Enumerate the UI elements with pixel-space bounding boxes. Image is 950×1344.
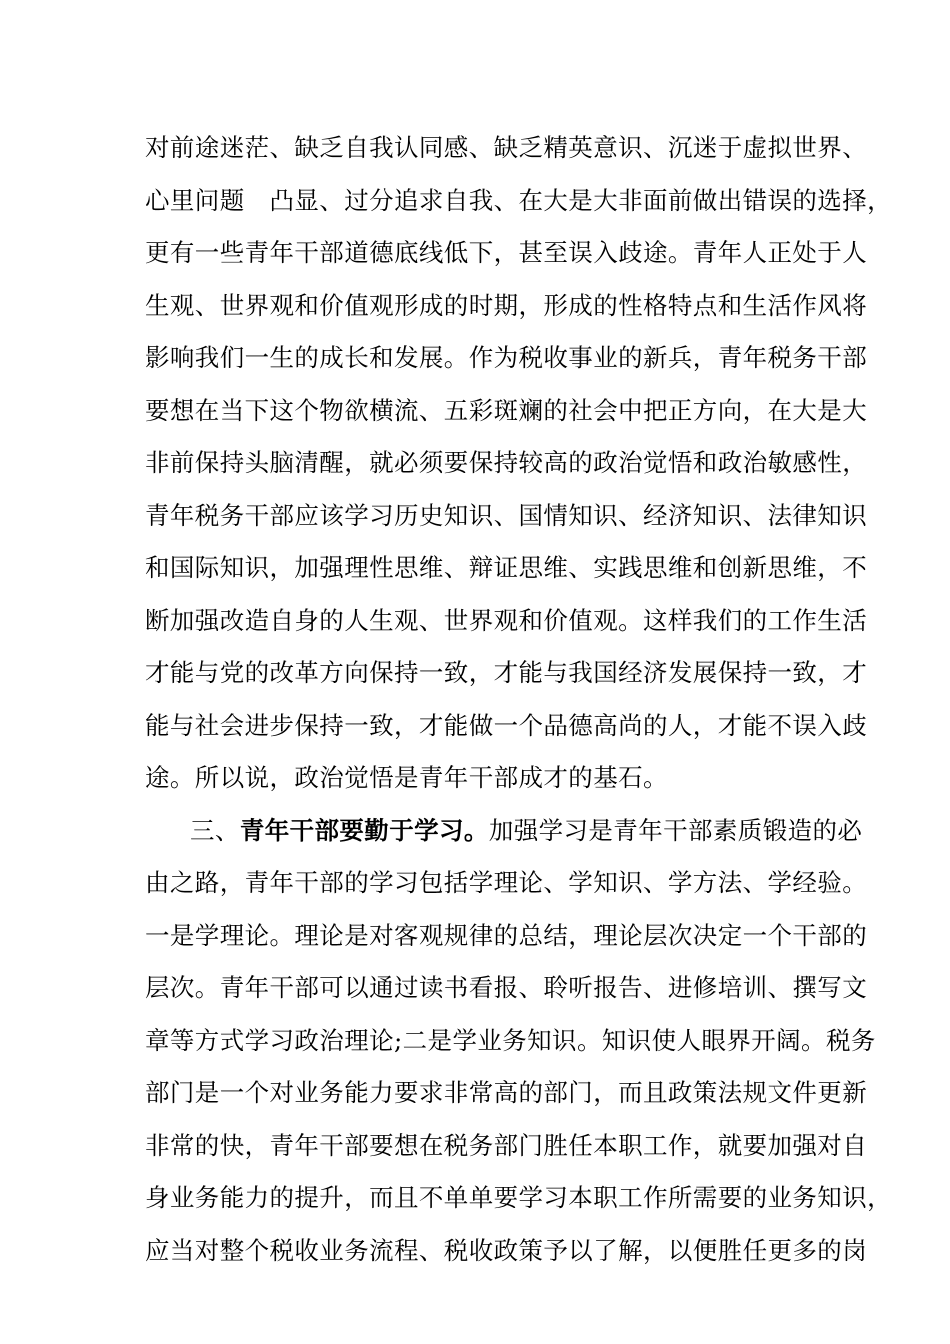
section-three-first-line <box>190 816 880 846</box>
paragraph-line: 更有一些青年干部道德底线低下，甚至误入歧途。青年人正处于人 <box>145 238 868 267</box>
paragraph-line: 对前途迷茫、缺乏自我认同感、缺乏精英意识、沉迷于虚拟世界、 <box>145 133 868 162</box>
paragraph-line: 青年税务干部应该学习历史知识、国情知识、经济知识、法律知识 <box>145 501 868 530</box>
paragraph-line: 和国际知识，加强理性思维、辩证思维、实践思维和创新思维，不 <box>145 553 868 582</box>
section-first-line-text: 加强学习是青年干部素质锻造的必 <box>488 816 863 845</box>
paragraph-line: 应当对整个税收业务流程、税收政策予以了解，以便胜任更多的岗 <box>145 1236 868 1265</box>
paragraph-line: 一是学理论。理论是对客观规律的总结，理论层次决定一个干部的 <box>145 921 868 950</box>
paragraph-line: 非常的快，青年干部要想在税务部门胜任本职工作，就要加强对自 <box>145 1131 868 1160</box>
paragraph-line: 生观、世界观和价值观形成的时期，形成的性格特点和生活作风将 <box>145 291 868 320</box>
paragraph-line: 要想在当下这个物欲横流、五彩斑斓的社会中把正方向，在大是大 <box>145 396 868 425</box>
section-heading: 青年干部要勤于学习。 <box>239 816 489 845</box>
paragraph-line: 章等方式学习政治理论;二是学业务知识。知识使人眼界开阔。税务 <box>145 1026 876 1055</box>
paragraph-line: 心里问题 凸显、过分追求自我、在大是大非面前做出错误的选择， <box>145 186 892 215</box>
paragraph-line: 部门是一个对业务能力要求非常高的部门，而且政策法规文件更新 <box>145 1078 868 1107</box>
paragraph-line: 断加强改造自身的人生观、世界观和价值观。这样我们的工作生活 <box>145 606 868 635</box>
paragraph-line: 层次。青年干部可以通过读书看报、聆听报告、进修培训、撰写文 <box>145 973 868 1002</box>
paragraph-line: 由之路，青年干部的学习包括学理论、学知识、学方法、学经验。 <box>145 868 868 897</box>
section-number: 三、 <box>190 816 240 845</box>
paragraph-line: 身业务能力的提升，而且不单单要学习本职工作所需要的业务知识， <box>145 1183 892 1212</box>
paragraph-line: 途。所以说，政治觉悟是青年干部成才的基石。 <box>145 763 668 792</box>
paragraph-line: 才能与党的改革方向保持一致，才能与我国经济发展保持一致，才 <box>145 658 868 687</box>
paragraph-line: 能与社会进步保持一致，才能做一个品德高尚的人，才能不误入歧 <box>145 711 868 740</box>
paragraph-line: 非前保持头脑清醒，就必须要保持较高的政治觉悟和政治敏感性， <box>145 448 868 477</box>
paragraph-line: 影响我们一生的成长和发展。作为税收事业的新兵，青年税务干部 <box>145 343 868 372</box>
